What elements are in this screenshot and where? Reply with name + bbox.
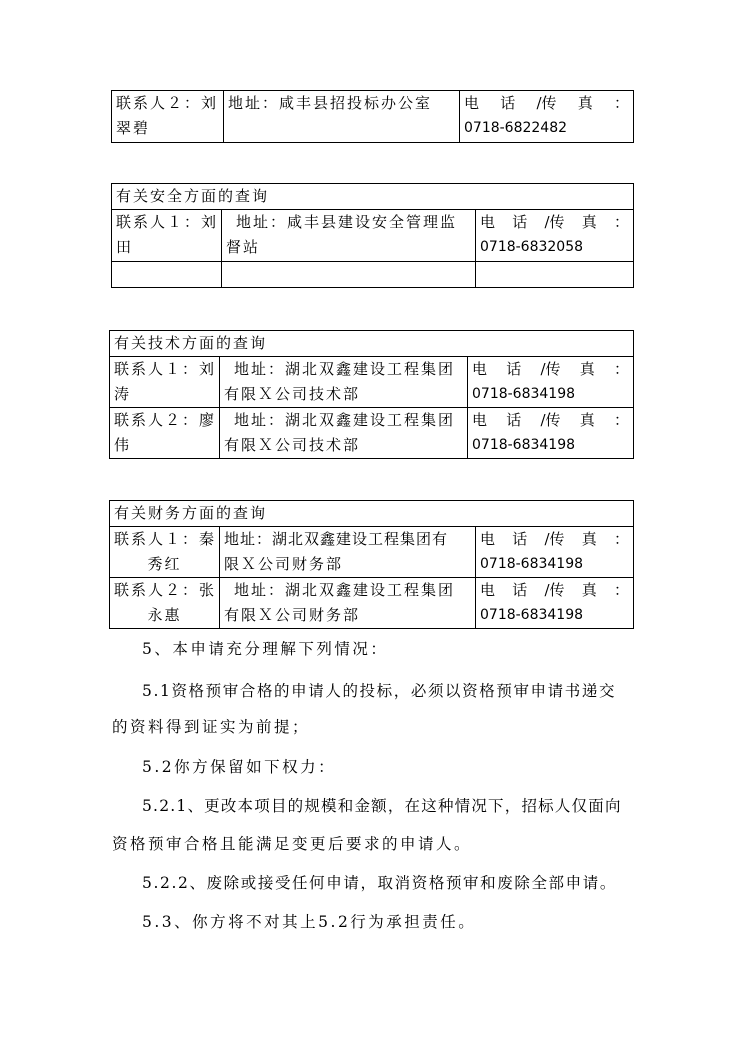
table-title-row bbox=[112, 184, 634, 210]
contact-name-line1: 联系人２：刘 bbox=[116, 94, 219, 112]
contact-table-safety bbox=[111, 183, 634, 288]
contact-name-line2: 田 bbox=[116, 238, 134, 256]
paragraph-5-2-2: 5.2.2、废除或接受任何申请，取消资格预审和废除全部申请。 bbox=[142, 874, 617, 892]
contact-name-line2: 涛 bbox=[114, 385, 132, 403]
contact-name-line1: 联系人１：刘 bbox=[114, 360, 217, 378]
table-row bbox=[110, 527, 634, 578]
phone-cell bbox=[468, 408, 634, 459]
address-cell bbox=[224, 91, 460, 143]
address-cell bbox=[220, 408, 468, 459]
phone-number: 0718-6834198 bbox=[472, 386, 576, 402]
phone-cell bbox=[476, 578, 634, 629]
contact-name-line2: 秀红 bbox=[147, 555, 182, 573]
address-cell bbox=[220, 578, 476, 629]
address-line2: 限Ｘ公司财务部 bbox=[224, 555, 344, 573]
table-row-empty bbox=[112, 262, 634, 288]
address-line1: 地址：咸丰县建设安全管理监 bbox=[236, 213, 458, 231]
contact-table-finance bbox=[109, 500, 634, 629]
contact-cell bbox=[110, 578, 220, 629]
address-cell bbox=[220, 527, 476, 578]
address-line1: 地址：湖北双鑫建设工程集团有 bbox=[224, 530, 449, 548]
paragraph-5-1-line1: 5.1资格预审合格的申请人的投标，必须以资格预审申请书递交 bbox=[142, 682, 617, 700]
paragraph-5-1-line2: 的资料得到证实为前提； bbox=[112, 718, 311, 736]
phone-cell bbox=[468, 357, 634, 408]
contact-name-line2: 永惠 bbox=[147, 606, 182, 624]
address-line1: 地址：湖北双鑫建设工程集团 bbox=[234, 581, 456, 599]
phone-number: 0718-6822482 bbox=[464, 120, 568, 136]
contact-name-line1: 联系人１：秦 bbox=[114, 530, 217, 548]
paragraph-5-3: 5.3、你方将不对其上5.2行为承担责任。 bbox=[142, 913, 477, 931]
address-line2: 有限Ｘ公司技术部 bbox=[224, 436, 361, 454]
empty-cell bbox=[476, 262, 634, 288]
empty-cell bbox=[112, 262, 222, 288]
contact-cell bbox=[110, 357, 220, 408]
address-line1: 地址：咸丰县招投标办公室 bbox=[228, 94, 433, 112]
address-line1: 地址：湖北双鑫建设工程集团 bbox=[234, 411, 456, 429]
contact-cell bbox=[112, 91, 224, 143]
address-line2: 督站 bbox=[226, 238, 261, 256]
contact-name-line2: 翠碧 bbox=[116, 119, 151, 137]
empty-cell bbox=[222, 262, 476, 288]
phone-cell bbox=[460, 91, 634, 143]
phone-cell bbox=[476, 210, 634, 262]
contact-table-bidding-office bbox=[111, 90, 634, 143]
phone-number: 0718-6834198 bbox=[472, 437, 576, 453]
phone-number: 0718-6834198 bbox=[480, 607, 584, 623]
address-line2: 有限Ｘ公司财务部 bbox=[224, 606, 361, 624]
table-row bbox=[112, 210, 634, 262]
phone-cell bbox=[476, 527, 634, 578]
paragraph-5: 5、本申请充分理解下列情况： bbox=[142, 640, 389, 658]
table-row bbox=[110, 357, 634, 408]
paragraph-5-2: 5.2你方保留如下权力： bbox=[142, 758, 337, 776]
contact-name-line1: 联系人１：刘 bbox=[116, 213, 219, 231]
table-title-row bbox=[110, 501, 634, 527]
phone-number: 0718-6834198 bbox=[480, 556, 584, 572]
phone-label: 电 话 /传 真 ： bbox=[472, 411, 629, 429]
table-row bbox=[110, 578, 634, 629]
phone-label: 电 话 /传 真 ： bbox=[480, 530, 629, 548]
address-line2: 有限Ｘ公司技术部 bbox=[224, 385, 361, 403]
phone-label: 电 话 /传 真 ： bbox=[480, 581, 629, 599]
contact-name-line1: 联系人２：张 bbox=[114, 581, 217, 599]
address-cell bbox=[222, 210, 476, 262]
phone-number: 0718-6832058 bbox=[480, 239, 584, 255]
table-row bbox=[112, 91, 634, 143]
table-row bbox=[110, 408, 634, 459]
paragraph-5-2-1-line2: 资格预审合格且能满足变更后要求的申请人。 bbox=[112, 835, 473, 853]
address-line1: 地址：湖北双鑫建设工程集团 bbox=[234, 360, 456, 378]
contact-cell bbox=[112, 210, 222, 262]
contact-table-technical bbox=[109, 330, 634, 459]
table-title: 有关技术方面的查询 bbox=[110, 331, 634, 357]
contact-name-line1: 联系人２：廖 bbox=[114, 411, 217, 429]
table-title: 有关财务方面的查询 bbox=[110, 501, 634, 527]
address-cell bbox=[220, 357, 468, 408]
phone-label: 电 话 /传 真 ： bbox=[480, 213, 629, 231]
contact-cell bbox=[110, 527, 220, 578]
phone-label: 电 话 /传 真 ： bbox=[472, 360, 629, 378]
paragraph-5-2-1-line1: 5.2.1、更改本项目的规模和金额，在这种情况下，招标人仅面向 bbox=[142, 797, 622, 815]
contact-cell bbox=[110, 408, 220, 459]
contact-name-line2: 伟 bbox=[114, 436, 132, 454]
table-title: 有关安全方面的查询 bbox=[112, 184, 634, 210]
table-title-row bbox=[110, 331, 634, 357]
phone-label: 电 话 /传 真 ： bbox=[464, 94, 629, 112]
